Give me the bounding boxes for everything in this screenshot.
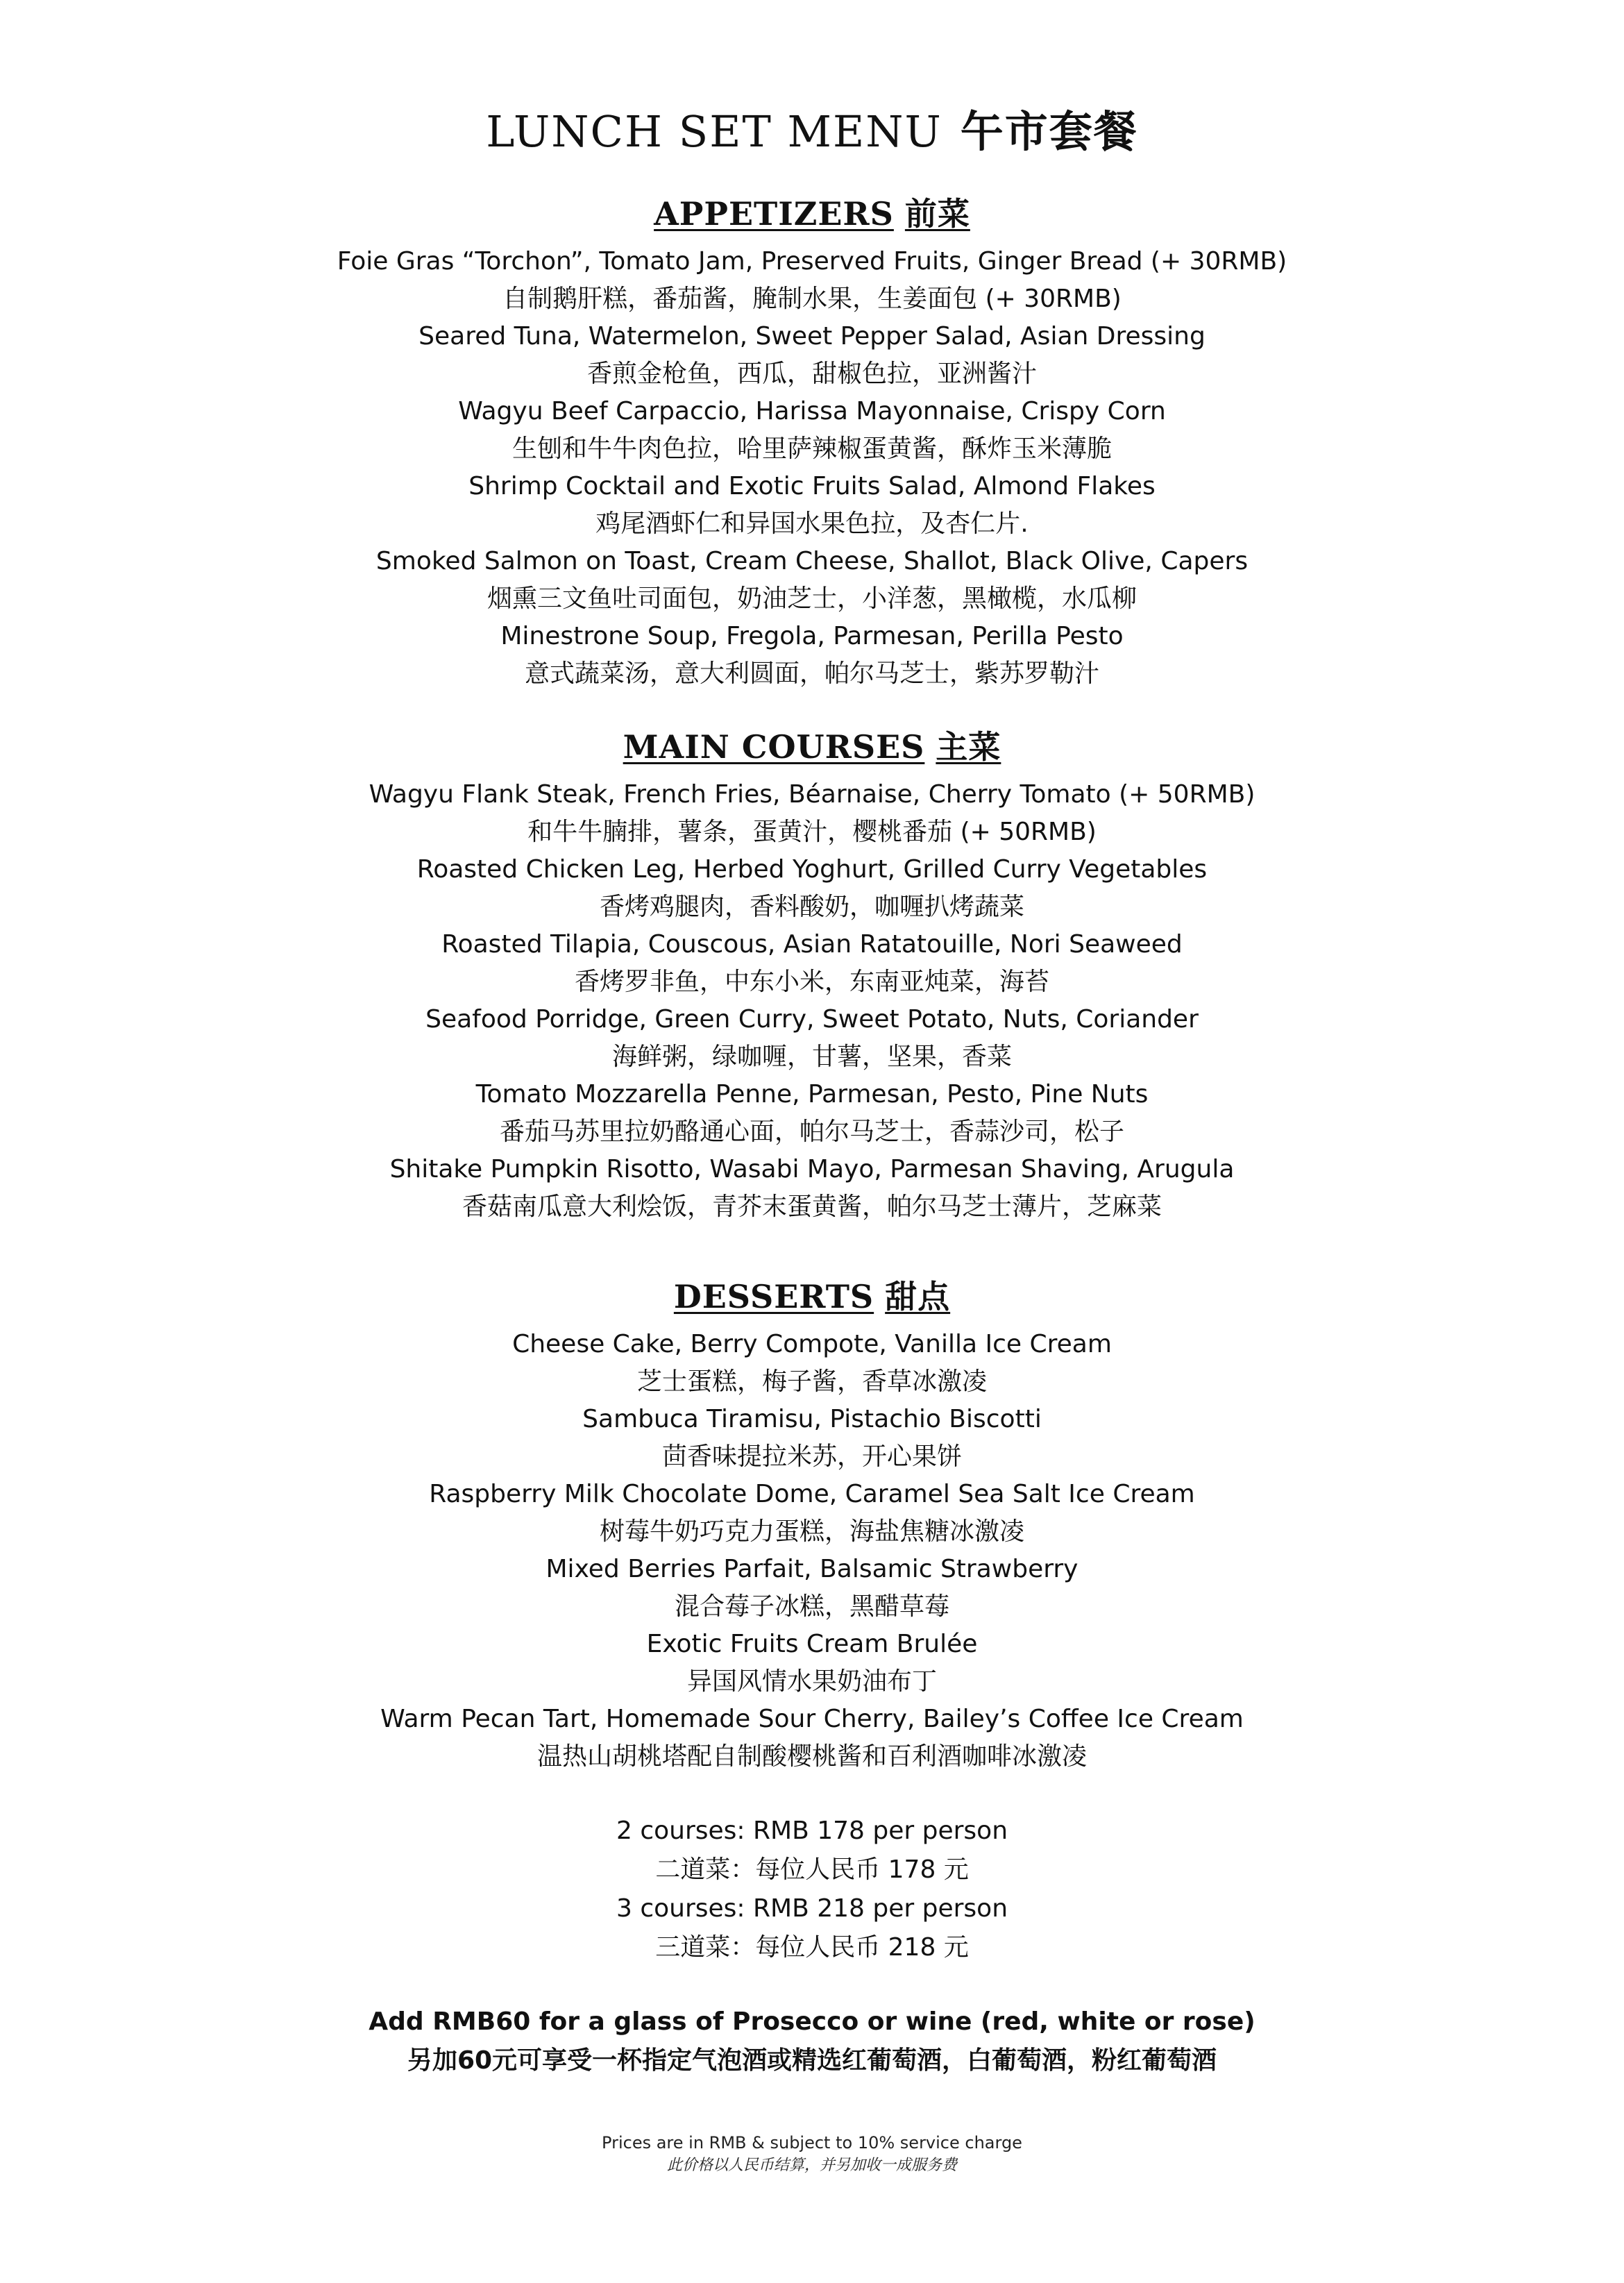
wine-addon-en: Add RMB60 for a glass of Prosecco or wine (red, white or rose) [369,2007,1255,2036]
menu-item [0,1076,1624,1151]
menu-item [0,1001,1624,1076]
menu-title-zh: 午市套餐 [960,106,1138,157]
price-three-courses-en: 3 courses: RMB 218 per person [616,1894,1008,1923]
menu-item-en: Seared Tuna, Watermelon, Sweet Pepper Salad, Asian Dressing [418,322,1206,351]
menu-item-zh: 鸡尾酒虾仁和异国水果色拉，及杏仁片. [595,509,1029,538]
main-courses-heading-en: MAIN COURSES [623,728,925,766]
main-courses-list [0,776,1624,1226]
menu-item-en: Minestrone Soup, Fregola, Parmesan, Perilla Pesto [500,622,1124,650]
menu-title [0,104,1624,160]
desserts-heading-en: DESSERTS [673,1278,874,1315]
menu-item [0,243,1624,318]
menu-item [0,926,1624,1001]
menu-item-zh: 和牛牛腩排，薯条，蛋黄汁，樱桃番茄 (+ 50RMB) [527,818,1097,846]
appetizers-heading [654,193,970,235]
menu-item-en: Raspberry Milk Chocolate Dome, Caramel Sea Salt Ice Cream [429,1480,1195,1508]
main-courses-heading-zh: 主菜 [936,728,1001,766]
menu-item-en: Smoked Salmon on Toast, Cream Cheese, Shallot, Black Olive, Capers [375,547,1249,575]
menu-item-zh: 烟熏三文鱼吐司面包，奶油芝士，小洋葱，黑橄榄，水瓜柳 [487,584,1137,613]
pricing-block [0,1812,1624,1967]
menu-item-en: Foie Gras “Torchon”, Tomato Jam, Preserved Fruits, Ginger Bread (+ 30RMB) [337,247,1287,276]
menu-item-en: Mixed Berries Parfait, Balsamic Strawberry [545,1555,1079,1583]
menu-item-zh: 芝士蛋糕，梅子酱，香草冰激凌 [636,1367,987,1396]
menu-item-zh: 自制鹅肝糕，番茄酱，腌制水果，生姜面包 (+ 30RMB) [502,285,1122,313]
menu-item-en: Tomato Mozzarella Penne, Parmesan, Pesto, Pine Nuts [475,1080,1149,1109]
price-two-courses-zh: 二道菜：每位人民币 178 元 [655,1855,969,1884]
menu-item [0,776,1624,851]
menu-item-en: Roasted Tilapia, Couscous, Asian Ratatouille, Nori Seaweed [441,930,1183,959]
menu-item-zh: 意式蔬菜汤，意大利圆面，帕尔马芝士，紫苏罗勒汁 [524,659,1099,688]
menu-title-en: LUNCH SET MENU [486,106,942,157]
menu-item [0,1151,1624,1226]
menu-item-en: Shrimp Cocktail and Exotic Fruits Salad, Almond Flakes [468,472,1156,500]
menu-item-zh: 树莓牛奶巧克力蛋糕，海盐焦糖冰激凌 [599,1517,1024,1546]
menu-item-zh: 海鲜粥，绿咖喱，甘薯，坚果，香菜 [611,1043,1012,1071]
price-three-courses-zh: 三道菜：每位人民币 218 元 [655,1933,969,1962]
main-courses-section [0,726,1624,1226]
wine-addon [0,2003,1624,2080]
desserts-heading [674,1276,950,1317]
menu-item-zh: 温热山胡桃塔配自制酸樱桃酱和百利酒咖啡冰激凌 [536,1742,1087,1771]
menu-item [0,1701,1624,1776]
menu-item-zh: 生刨和牛牛肉色拉，哈里萨辣椒蛋黄酱，酥炸玉米薄脆 [511,435,1112,463]
footer-note [0,2131,1624,2177]
desserts-section [0,1276,1624,1776]
wine-addon-zh: 另加60元可享受一杯指定气泡酒或精选红葡萄酒，白葡萄酒，粉红葡萄酒 [407,2046,1217,2075]
menu-item-zh: 香烤鸡腿肉，香料酸奶，咖喱扒烤蔬菜 [599,893,1024,921]
menu-item-en: Sambuca Tiramisu, Pistachio Biscotti [582,1405,1042,1433]
appetizers-heading-zh: 前菜 [904,195,970,233]
menu-item-zh: 茴香味提拉米苏，开心果饼 [661,1442,962,1471]
appetizers-section [0,193,1624,693]
menu-item-en: Shitake Pumpkin Risotto, Wasabi Mayo, Parmesan Shaving, Arugula [389,1155,1235,1183]
menu-item-zh: 香煎金枪鱼，西瓜，甜椒色拉，亚洲酱汁 [586,360,1037,388]
menu-item [0,1326,1624,1401]
menu-item-en: Wagyu Beef Carpaccio, Harissa Mayonnaise, Crispy Corn [458,397,1166,426]
footer-note-en: Prices are in RMB & subject to 10% service charge [602,2133,1022,2153]
appetizers-list [0,243,1624,693]
menu-item [0,851,1624,926]
menu-item-zh: 混合莓子冰糕，黑醋草莓 [674,1592,949,1621]
menu-item [0,1551,1624,1626]
menu-item [0,393,1624,468]
footer-note-zh: 此价格以人民币结算，并另加收一成服务费 [666,2157,957,2174]
menu-item-zh: 异国风情水果奶油布丁 [686,1667,937,1696]
menu-item-zh: 香烤罗非鱼，中东小米，东南亚炖菜，海苔 [574,968,1049,996]
menu-item [0,543,1624,618]
menu-item [0,468,1624,543]
menu-item [0,1401,1624,1476]
desserts-list [0,1326,1624,1776]
menu-item-en: Cheese Cake, Berry Compote, Vanilla Ice Cream [512,1330,1112,1358]
menu-item-en: Exotic Fruits Cream Brulée [646,1630,978,1658]
price-two-courses-en: 2 courses: RMB 178 per person [616,1817,1008,1845]
menu-item-en: Wagyu Flank Steak, French Fries, Béarnaise, Cherry Tomato (+ 50RMB) [369,780,1255,809]
menu-item [0,318,1624,393]
appetizers-heading-en: APPETIZERS [654,195,894,233]
menu-item-en: Roasted Chicken Leg, Herbed Yoghurt, Grilled Curry Vegetables [416,855,1208,884]
menu-item-zh: 香菇南瓜意大利烩饭，青芥末蛋黄酱，帕尔马芝士薄片，芝麻菜 [462,1193,1162,1221]
main-courses-heading [623,726,1001,768]
menu-item [0,1476,1624,1551]
menu-item [0,1626,1624,1701]
menu-item-zh: 番茄马苏里拉奶酪通心面，帕尔马芝士，香蒜沙司，松子 [499,1118,1124,1146]
menu-item-en: Seafood Porridge, Green Curry, Sweet Potato, Nuts, Coriander [425,1005,1199,1034]
menu-item [0,618,1624,693]
desserts-heading-zh: 甜点 [885,1278,951,1315]
menu-item-en: Warm Pecan Tart, Homemade Sour Cherry, Bailey’s Coffee Ice Cream [380,1705,1244,1733]
